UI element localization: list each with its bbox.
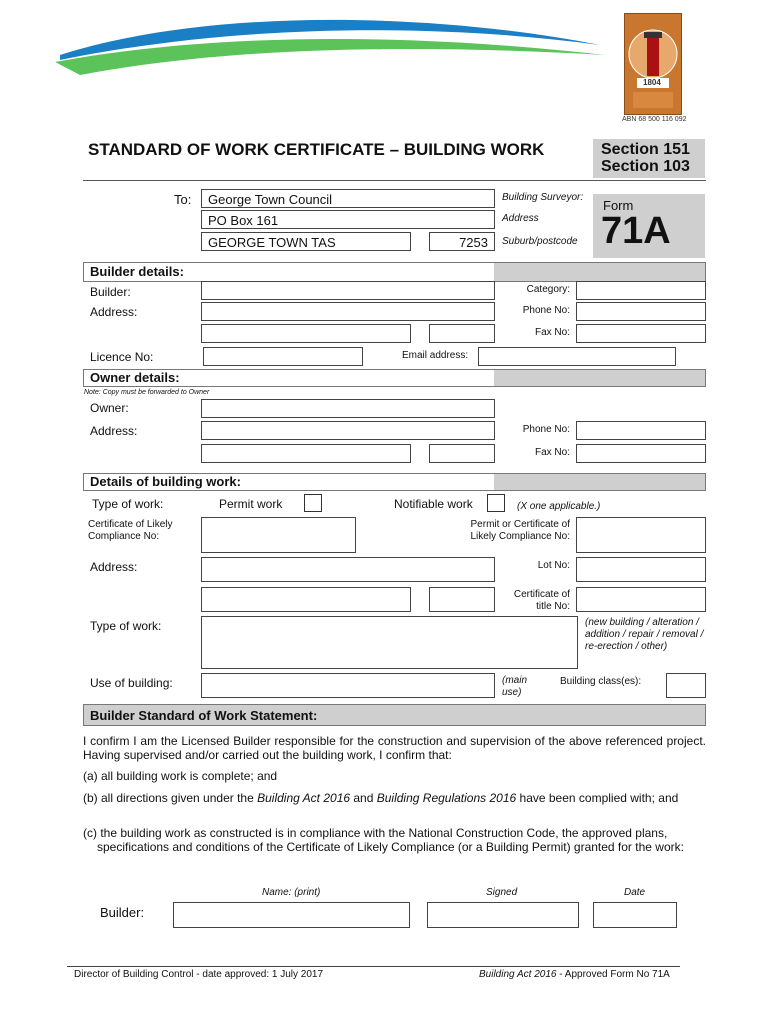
one-applicable-note: (X one applicable.) [517, 501, 601, 512]
permit-work-label: Permit work [219, 497, 283, 511]
lot-no-label: Lot No: [537, 560, 570, 571]
work-address-field-1[interactable] [201, 557, 495, 582]
category-label: Category: [526, 284, 570, 295]
to-label: To: [174, 192, 192, 207]
permit-cert-field[interactable] [576, 517, 706, 553]
owner-label: Owner: [90, 401, 129, 415]
footer-left: Director of Building Control - date approved: 1 July 2017 [74, 969, 324, 980]
builder-phone-label: Phone No: [522, 305, 570, 316]
builder-fax-field[interactable] [576, 324, 706, 343]
builder-label: Builder: [90, 285, 131, 299]
builder-phone-field[interactable] [576, 302, 706, 321]
cert-likely-compliance-field[interactable] [201, 517, 356, 553]
cert-title-field[interactable] [576, 587, 706, 612]
building-class-label: Building class(es): [560, 676, 642, 687]
owner-name-field[interactable] [201, 399, 495, 418]
name-print-col: Name: (print) [262, 887, 321, 898]
owner-address-label: Address: [90, 424, 138, 438]
notifiable-work-label: Notifiable work [394, 497, 473, 511]
permit-work-checkbox[interactable] [304, 494, 322, 512]
owner-fax-label: Fax No: [534, 447, 570, 458]
type-of-work-desc-label: Type of work: [90, 619, 162, 633]
form-label: Form [603, 198, 634, 213]
owner-details-bar [83, 369, 706, 387]
statement-heading: Builder Standard of Work Statement: [90, 708, 318, 723]
footer-rule [67, 966, 680, 967]
use-of-building-label: Use of building: [90, 676, 173, 690]
statement-intro: I confirm I am the Licensed Builder responsible for the construction and supervision of the above referenced project. Having supervised and/or carried out the building work, I confirm that: [83, 734, 706, 762]
signature-builder-label: Builder: [100, 905, 145, 920]
owner-phone-label: Phone No: [522, 424, 570, 435]
owner-fax-field[interactable] [576, 444, 706, 463]
work-postcode-field[interactable] [429, 587, 495, 612]
builder-name-field[interactable] [201, 281, 495, 300]
statement-item-c: (c) the building work as constructed is in compliance with the National Construction Code, the approved plans, specifications and conditions of the Certificate of Likely Compliance (or a Building Permit) granted for the work: [83, 826, 684, 854]
section-box [593, 139, 705, 178]
owner-address-field-1[interactable] [201, 421, 495, 440]
type-of-work-field[interactable] [201, 616, 578, 669]
builder-address-label: Address: [90, 305, 138, 319]
builder-details-bar [83, 262, 706, 282]
builder-fax-label: Fax No: [534, 327, 570, 338]
category-field[interactable] [576, 281, 706, 300]
owner-phone-field[interactable] [576, 421, 706, 440]
logo-year: 1804 [643, 78, 661, 87]
work-address-label: Address: [90, 560, 138, 574]
date-col: Date [624, 887, 646, 898]
footer-right: Building Act 2016 - Approved Form No 71A [479, 969, 670, 980]
form-number: 71A [601, 210, 671, 252]
section-103: Section 103 [601, 158, 690, 175]
notifiable-work-checkbox[interactable] [487, 494, 505, 512]
owner-postcode-field[interactable] [429, 444, 495, 463]
council-logo [624, 13, 682, 115]
email-field[interactable] [478, 347, 676, 366]
signature-date-field[interactable] [593, 902, 677, 928]
licence-field[interactable] [203, 347, 363, 366]
town-field[interactable]: GEORGE TOWN TAS [201, 232, 411, 251]
form-title: STANDARD OF WORK CERTIFICATE – BUILDING WORK [88, 140, 545, 159]
building-class-field[interactable] [666, 673, 706, 698]
email-label: Email address: [402, 350, 469, 361]
owner-details-heading: Owner details: [84, 370, 494, 386]
licence-label: Licence No: [90, 350, 154, 364]
lot-no-field[interactable] [576, 557, 706, 582]
section-151: Section 151 [601, 141, 690, 158]
statement-item-b: (b) all directions given under the Building Act 2016 and Building Regulations 2016 have been complied with; and [83, 791, 679, 805]
address-hint-label: Address [502, 213, 539, 224]
header-swoosh-graphic [0, 0, 620, 110]
owner-copy-note: Note: Copy must be forwarded to Owner [84, 389, 210, 396]
builder-name-print-field[interactable] [173, 902, 410, 928]
builder-address-field-1[interactable] [201, 302, 495, 321]
use-of-building-field[interactable] [201, 673, 495, 698]
builder-address-field-2[interactable] [201, 324, 411, 343]
type-of-work-hint: (new building / alteration / addition / repair / removal / re-erection / other) [585, 617, 704, 652]
type-of-work-label: Type of work: [92, 497, 164, 511]
signed-col: Signed [486, 887, 518, 898]
title-rule [83, 180, 706, 181]
main-use-note: (main use) [502, 675, 528, 698]
cert-title-label: Certificate of title No: [513, 589, 570, 612]
work-address-field-2[interactable] [201, 587, 411, 612]
statement-bar [83, 704, 706, 726]
statement-item-a: (a) all building work is complete; and [83, 769, 278, 783]
builder-signature-field[interactable] [427, 902, 579, 928]
abn-number: ABN 68 500 116 092 [622, 116, 687, 123]
form-number-box [593, 194, 705, 258]
cert-likely-compliance-label: Certificate of Likely Compliance No: [88, 519, 173, 542]
builder-details-heading: Builder details: [84, 263, 494, 281]
suburb-postcode-label: Suburb/postcode [502, 236, 578, 247]
owner-address-field-2[interactable] [201, 444, 411, 463]
builder-postcode-field[interactable] [429, 324, 495, 343]
postcode-field[interactable]: 7253 [429, 232, 495, 251]
building-work-bar [83, 473, 706, 491]
building-surveyor-label: Building Surveyor: [502, 192, 584, 203]
building-work-heading: Details of building work: [84, 474, 494, 490]
council-name-field[interactable]: George Town Council [201, 189, 495, 208]
permit-cert-label: Permit or Certificate of Likely Compliance No: [470, 519, 570, 542]
po-box-field[interactable]: PO Box 161 [201, 210, 495, 229]
